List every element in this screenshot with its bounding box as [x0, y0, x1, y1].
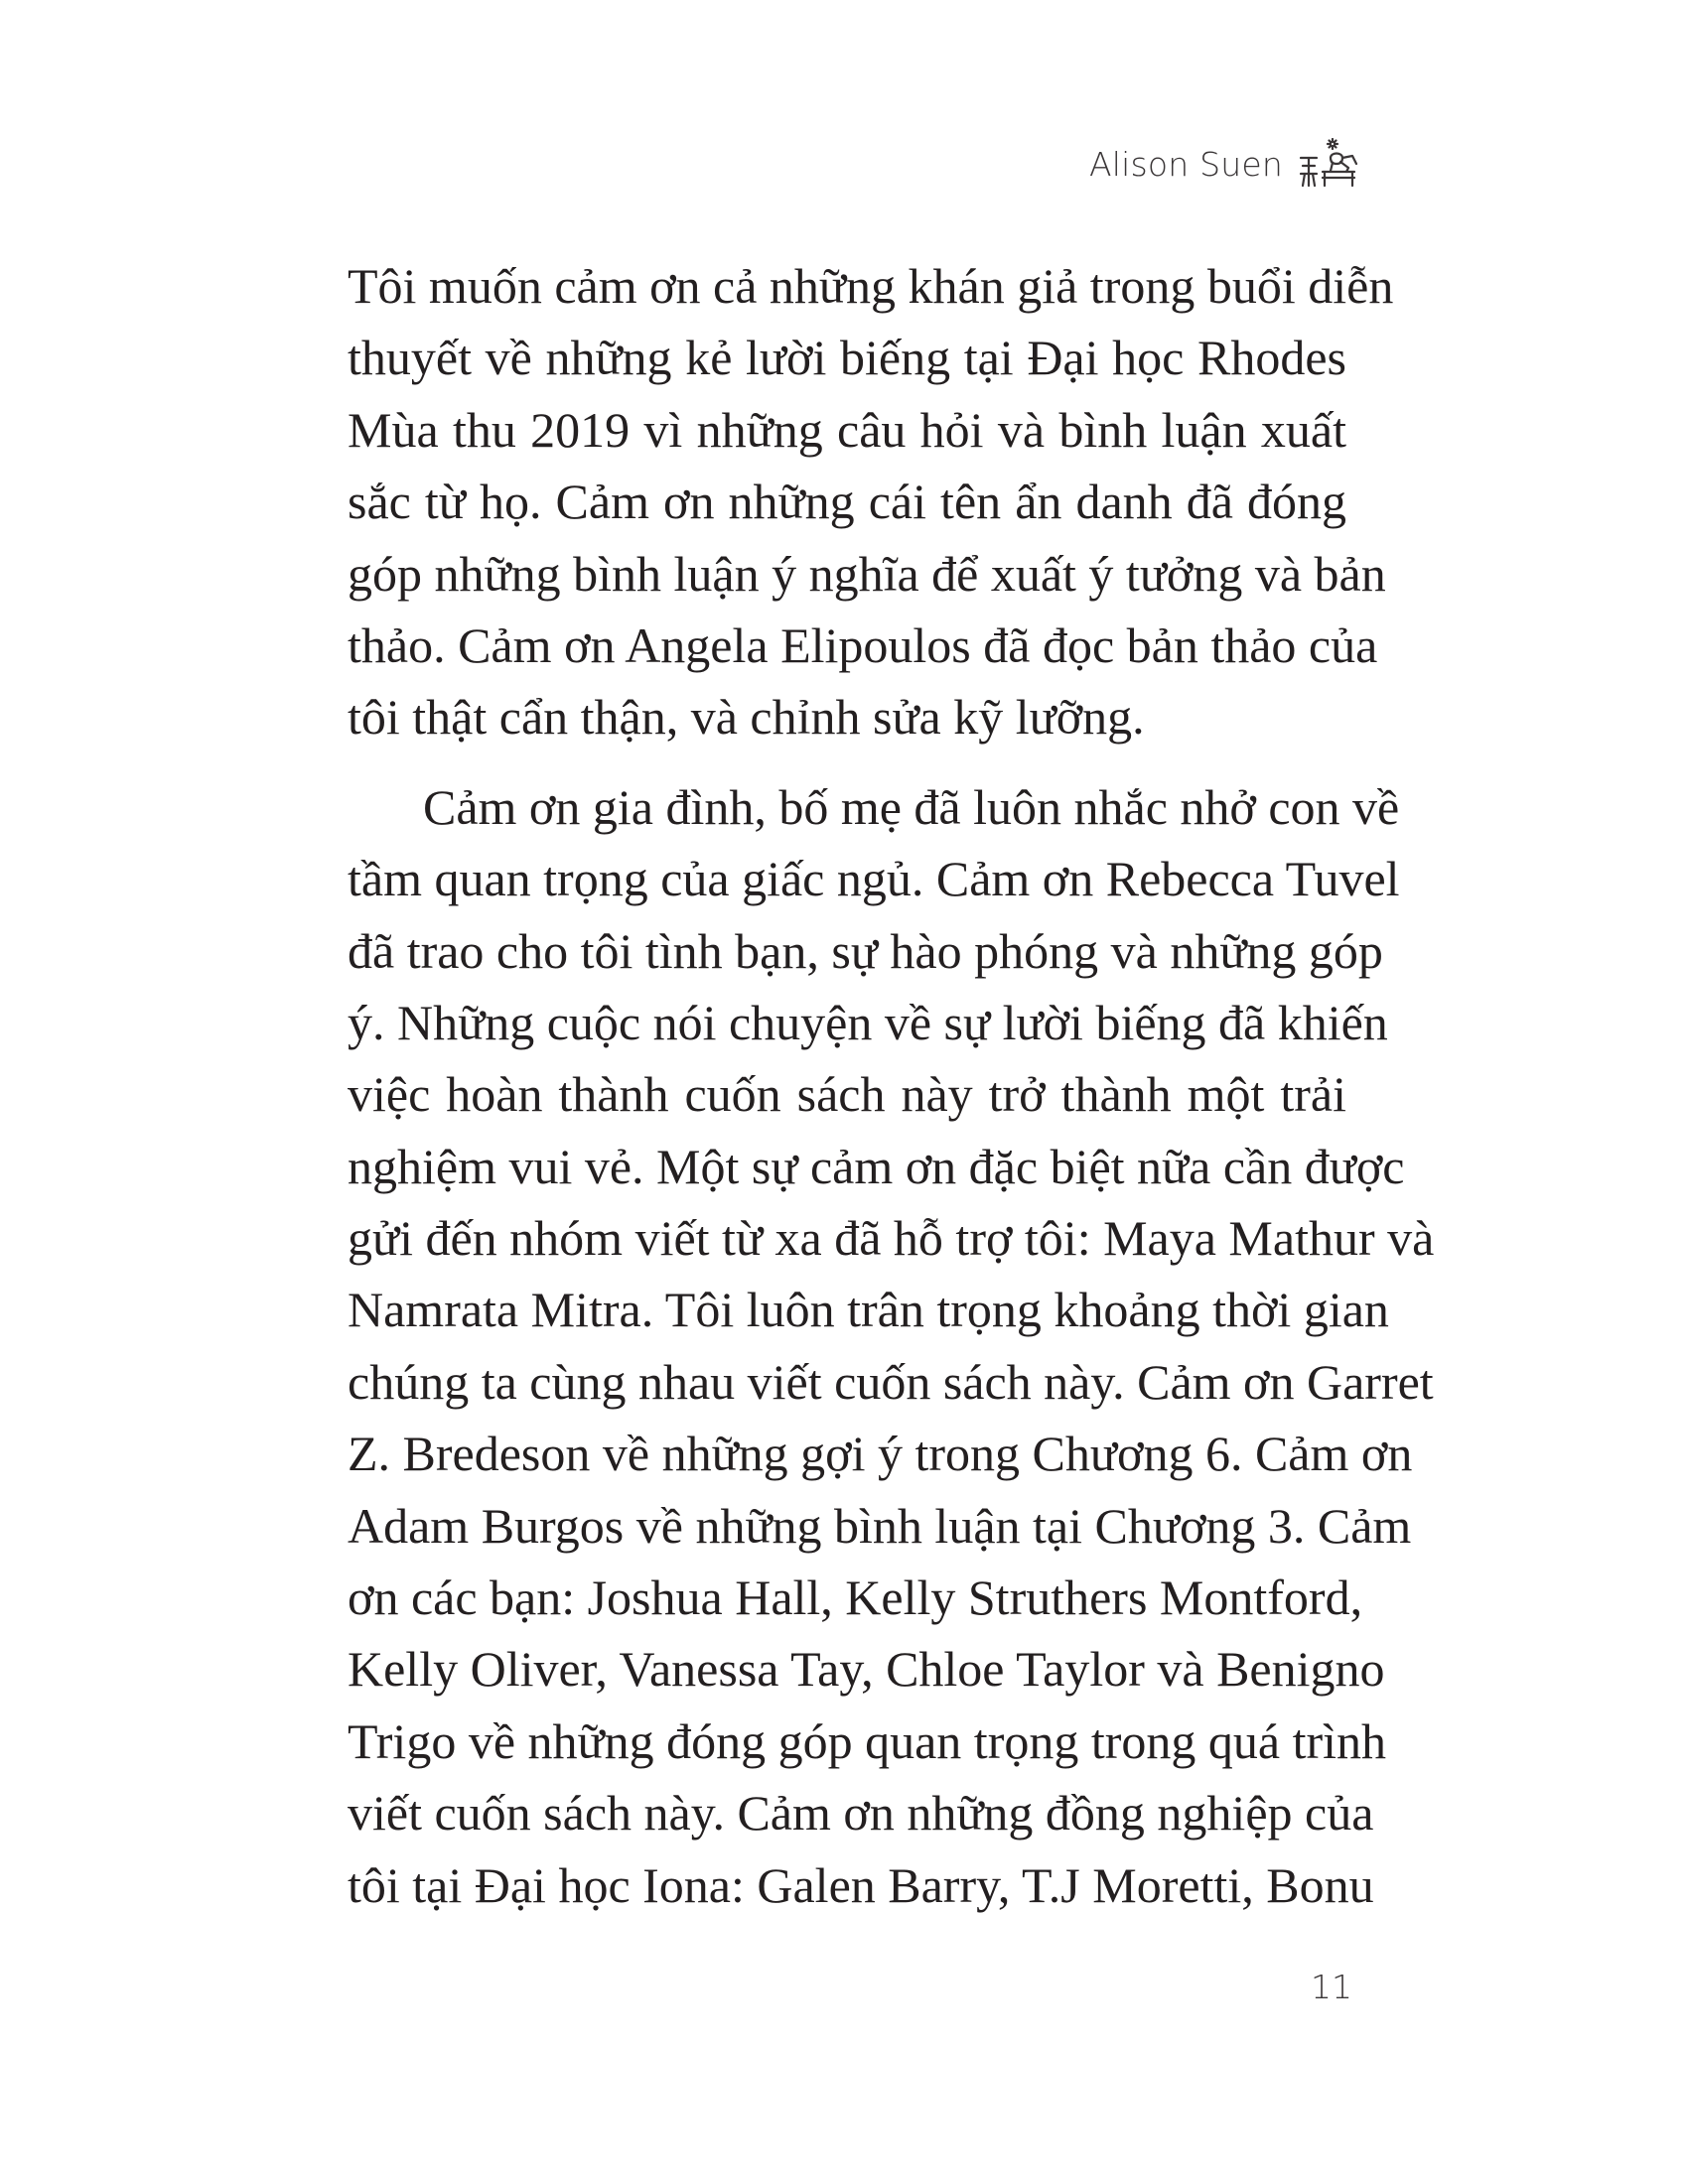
text-line: thảo. Cảm ơn Angela Elipoulos đã đọc bản thảo của	[348, 616, 1378, 673]
text-line: Mùa thu 2019 vì những câu hỏi và bình luận xuất	[348, 401, 1346, 458]
paragraph-gap	[348, 753, 1346, 771]
text-line: ý. Những cuộc nói chuyện về sự lười biếng đã khiến	[348, 994, 1388, 1050]
text-line: chúng ta cùng nhau viết cuốn sách này. Cảm ơn Garret	[348, 1353, 1434, 1410]
text-line: tôi tại Đại học Iona: Galen Barry, T.J Moretti, Bonu	[348, 1856, 1374, 1913]
text-line: nghiệm vui vẻ. Một sự cảm ơn đặc biệt nữa cần được	[348, 1138, 1405, 1194]
text-line: Adam Burgos về những bình luận tại Chương 3. Cảm	[348, 1497, 1412, 1554]
body-text	[348, 250, 1435, 1921]
text-line: viết cuốn sách này. Cảm ơn những đồng nghiệp của	[348, 1785, 1374, 1842]
page-number: 11	[1311, 1968, 1352, 2006]
text-line: đã trao cho tôi tình bạn, sự hào phóng và những góp	[348, 922, 1383, 979]
text-line: sắc từ họ. Cảm ơn những cái tên ẩn danh đã đóng	[348, 474, 1346, 530]
text-line: Z. Bredeson về những gợi ý trong Chương 6. Cảm ơn	[348, 1426, 1413, 1482]
running-header-author: Alison Suen	[1089, 144, 1283, 184]
text-line: tôi thật cẩn thận, và chỉnh sửa kỹ lưỡng.	[348, 689, 1145, 746]
text-line: góp những bình luận ý nghĩa để xuất ý tưởng và bản	[348, 545, 1386, 602]
text-line: Kelly Oliver, Vanessa Tay, Chloe Taylor và Benigno	[348, 1641, 1385, 1698]
sloth-on-bench-logo-icon	[1297, 138, 1360, 190]
text-line: tầm quan trọng của giấc ngủ. Cảm ơn Rebecca Tuvel	[348, 851, 1400, 907]
text-line: Trigo về những đóng góp quan trọng trong quá trình	[348, 1712, 1387, 1769]
text-line: thuyết về những kẻ lười biếng tại Đại học Rhodes	[348, 330, 1346, 386]
text-line: việc hoàn thành cuốn sách này trở thành một trải	[348, 1066, 1346, 1123]
text-line: Cảm ơn gia đình, bố mẹ đã luôn nhắc nhở con về	[423, 778, 1400, 835]
text-line: Tôi muốn cảm ơn cả những khán giả trong buổi diễn	[348, 258, 1394, 314]
text-line: ơn các bạn: Joshua Hall, Kelly Struthers Montford,	[348, 1570, 1363, 1626]
paragraph	[348, 250, 1394, 753]
running-header	[1089, 139, 1360, 189]
text-line: gửi đến nhóm viết từ xa đã hỗ trợ tôi: Maya Mathur và	[348, 1210, 1435, 1267]
paragraph	[348, 771, 1435, 1921]
text-line: Namrata Mitra. Tôi luôn trân trọng khoảng thời gian	[348, 1282, 1389, 1338]
